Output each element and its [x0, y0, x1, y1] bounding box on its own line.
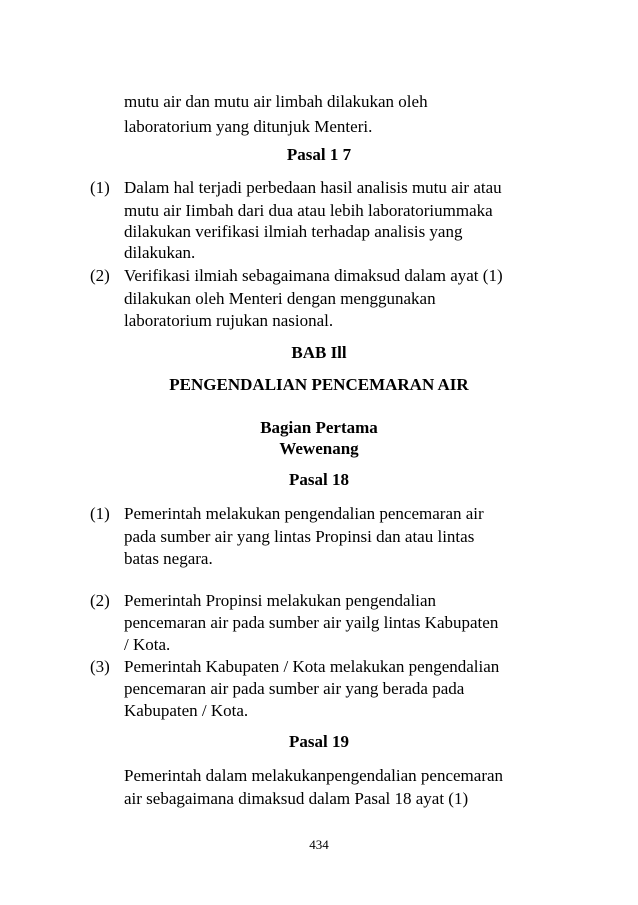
pasal-17-item-1-line: Dalam hal terjadi perbedaan hasil analisis mutu air atau: [124, 178, 502, 197]
pasal-18-item-1-line: Pemerintah melakukan pengendalian pencemaran air: [124, 504, 484, 523]
pasal-18-item-2-line: pencemaran air pada sumber air yailg lintas Kabupaten: [124, 613, 499, 632]
pasal-19-line: Pemerintah dalam melakukanpengendalian pencemaran: [124, 766, 504, 785]
pasal-18-item-3-line: Kabupaten / Kota.: [124, 701, 249, 720]
pasal-18-item-3-number: (3): [90, 657, 110, 676]
pasal-19-line: air sebagaimana dimaksud dalam Pasal 18 ayat (1): [124, 789, 469, 808]
bagian-name: Bagian Pertama: [260, 418, 378, 437]
pasal-17-item-1-number: (1): [90, 178, 110, 197]
pasal-18-item-1-line: pada sumber air yang lintas Propinsi dan atau lintas: [124, 527, 475, 546]
pasal-17-item-2-line: Verifikasi ilmiah sebagaimana dimaksud dalam ayat (1): [124, 266, 503, 285]
pasal-18-item-1-number: (1): [90, 504, 110, 523]
pasal-17-heading: Pasal 1 7: [286, 145, 352, 164]
pasal-18-heading: Pasal 18: [289, 470, 349, 489]
bab-title: PENGENDALIAN PENCEMARAN AIR: [169, 375, 469, 394]
pasal-18-item-1-line: batas negara.: [124, 549, 213, 568]
bab-number: BAB Ill: [291, 343, 347, 362]
page-number: 434: [309, 837, 329, 852]
pasal-17-item-2-line: dilakukan oleh Menteri dengan menggunakan: [124, 289, 436, 308]
pasal-18-item-3-line: Pemerintah Kabupaten / Kota melakukan pengendalian: [124, 657, 500, 676]
pasal-18-item-2-number: (2): [90, 591, 110, 610]
pasal-17-item-1-line: dilakukan.: [124, 243, 196, 262]
continuation-line: mutu air dan mutu air limbah dilakukan oleh: [124, 92, 428, 111]
pasal-17-item-1-line: mutu air Iimbah dari dua atau lebih laboratoriummaka: [124, 201, 493, 220]
pasal-19-heading: Pasal 19: [289, 732, 349, 751]
pasal-17-item-2-line: laboratorium rujukan nasional.: [124, 311, 334, 330]
pasal-18-item-3-line: pencemaran air pada sumber air yang berada pada: [124, 679, 465, 698]
pasal-18-item-2-line: Pemerintah Propinsi melakukan pengendalian: [124, 591, 437, 610]
pasal-17-item-2-number: (2): [90, 266, 110, 285]
pasal-17-item-1-line: dilakukan verifikasi ilmiah terhadap analisis yang: [124, 222, 463, 241]
pasal-18-item-2-line: / Kota.: [124, 635, 171, 654]
bagian-title: Wewenang: [279, 439, 359, 458]
continuation-line: laboratorium yang ditunjuk Menteri.: [124, 117, 373, 136]
